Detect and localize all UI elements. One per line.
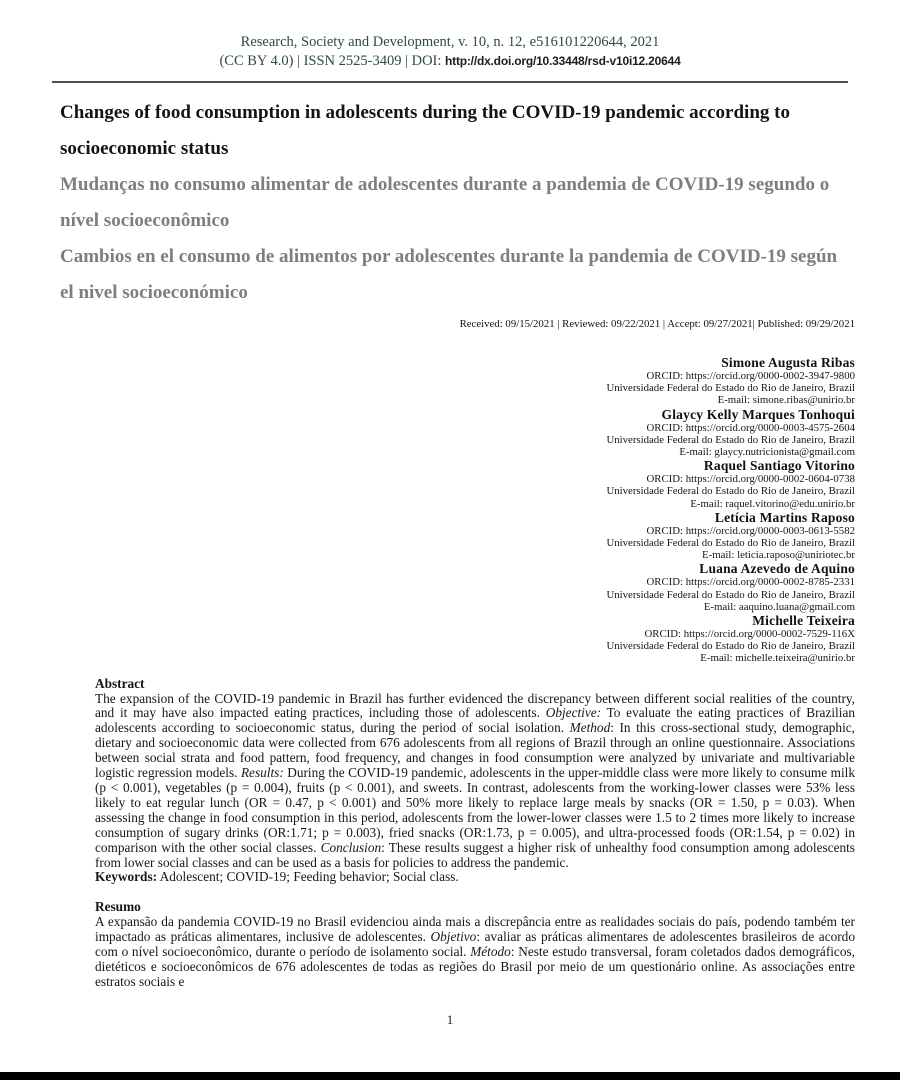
title-block — [60, 95, 852, 311]
author-name: Michelle Teixeira — [752, 613, 855, 629]
cc-issn-doi-label: (CC BY 4.0) | ISSN 2525-3409 | DOI: — [219, 53, 446, 69]
article-title-en: Changes of food consumption in adolescents during the COVID-19 pandemic according to socioeconomic status — [60, 102, 790, 159]
dates-line: Received: 09/15/2021 | Reviewed: 09/22/2021 | Accept: 09/27/2021| Published: 09/29/2021 — [459, 318, 855, 330]
abstract-section — [95, 677, 855, 886]
journal-header-line2 — [0, 52, 900, 71]
author-affiliation: Universidade Federal do Estado do Rio de Janeiro, Brazil — [606, 382, 855, 395]
author-email-link[interactable]: E-mail: raquel.vitorino@edu.unirio.br — [690, 497, 855, 510]
author-affiliation: Universidade Federal do Estado do Rio de Janeiro, Brazil — [606, 485, 855, 498]
resumo-section — [95, 900, 855, 989]
resumo-text: A expansão da pandemia COVID-19 no Brasil evidenciou ainda mais a discrepância entre as realidades sociais do país, podendo também ter impactado as práticas alimentares, inclusive de adolescentes. Objetivo: avaliar as práticas alimentares de adolescentes brasileiros de acordo com o nível socioeconômico, durante o período de isolamento social. Método: Neste estudo transversal, foram coletados dados demográficos, dietéticos e socioeconômicos de 676 adolescentes de todas as regiões do Brasil por meio de um questionário online. As associações entre estratos sociais e — [95, 914, 855, 989]
keywords-text: Adolescent; COVID-19; Feeding behavior; Social class. — [157, 869, 459, 885]
page-number: 1 — [446, 1012, 454, 1027]
author-block — [0, 355, 855, 407]
resumo-heading: Resumo — [95, 899, 141, 915]
author-email-link[interactable]: E-mail: leticia.raposo@uniriotec.br — [702, 549, 855, 562]
author-name: Letícia Martins Raposo — [714, 509, 855, 525]
author-affiliation: Universidade Federal do Estado do Rio de Janeiro, Brazil — [606, 433, 855, 446]
author-orcid-link[interactable]: ORCID: https://orcid.org/0000-0002-8785-2331 — [646, 576, 855, 589]
article-title-es: Cambios en el consumo de alimentos por adolescentes durante la pandemia de COVID-19 según el nivel socioeconómico — [60, 246, 838, 303]
footer-black-bar — [0, 1072, 900, 1080]
author-affiliation: Universidade Federal do Estado do Rio de Janeiro, Brazil — [606, 537, 855, 550]
author-name: Simone Augusta Ribas — [721, 355, 855, 370]
author-block — [0, 510, 855, 562]
author-list — [0, 355, 855, 665]
article-title-pt: Mudanças no consumo alimentar de adolescentes durante a pandemia de COVID-19 segundo o nível socioeconômico — [60, 174, 830, 231]
author-affiliation: Universidade Federal do Estado do Rio de Janeiro, Brazil — [606, 640, 855, 653]
author-name: Glaycy Kelly Marques Tonhoqui — [661, 406, 855, 422]
abstract-text: The expansion of the COVID-19 pandemic in Brazil has further evidenced the discrepancy between different social realities of the country, and it may have also impacted eating practices, including those of adolescents. Objective: To evaluate the eating practices of Brazilian adolescents according to socioeconomic status, during the period of social isolation. Method: In this cross-sectional study, demographic, dietary and socioeconomic data were collected from 676 adolescents from all regions of Brazil through an online questionnaire. Associations between social strata and food pattern, food frequency, and changes in food consumption were analyzed by univariate and multivariable logistic regression models. Results: During the COVID-19 pandemic, adolescents in the upper-middle class were more likely to consume milk (p < 0.001), vegetables (p = 0.004), fruits (p < 0.001), and sweets. In contrast, adolescents from the working-lower classes were 53% less likely to eat regular lunch (OR = 0.47, p < 0.001) and 50% more likely to replace large meals by snacks (OR = 1.50, p = 0.03). When assessing the change in food consumption in this period, adolescents from the lower-lower classes were 1.5 to 2 times more likely to increase consumption of sugary drinks (OR:1.71; p = 0.003), fried snacks (OR:1.73, p = 0.005), and ultra-processed foods (OR:1.54, p = 0.02) in comparison with the other social classes. Conclusion: These results suggest a higher risk of unhealthy food consumption among adolescents from lower social classes and can be used as a basis for policies to address the pandemic. — [95, 690, 856, 870]
doi-link[interactable]: http://dx.doi.org/10.33448/rsd-v10i12.20644 — [445, 54, 681, 68]
author-name: Raquel Santiago Vitorino — [703, 458, 855, 474]
journal-header-line1: Research, Society and Development, v. 10, n. 12, e516101220644, 2021 — [240, 34, 660, 50]
author-email-link[interactable]: E-mail: michelle.teixeira@unirio.br — [700, 652, 855, 665]
header-divider — [52, 81, 848, 83]
keywords-label: Keywords: — [95, 869, 158, 885]
author-affiliation: Universidade Federal do Estado do Rio de Janeiro, Brazil — [606, 588, 855, 601]
author-email-link[interactable]: E-mail: simone.ribas@unirio.br — [717, 394, 855, 407]
author-block — [0, 613, 855, 665]
author-block — [0, 561, 855, 613]
author-email-link[interactable]: E-mail: glaycy.nutricionista@gmail.com — [679, 446, 855, 459]
author-block — [0, 407, 855, 459]
keywords-line — [95, 870, 855, 885]
author-name: Luana Azevedo de Aquino — [699, 561, 855, 577]
author-email-link[interactable]: E-mail: aaquino.luana@gmail.com — [703, 600, 855, 613]
author-orcid-link[interactable]: ORCID: https://orcid.org/0000-0002-7529-116X — [644, 628, 855, 641]
author-orcid-link[interactable]: ORCID: https://orcid.org/0000-0003-4575-2604 — [646, 421, 855, 434]
author-orcid-link[interactable]: ORCID: https://orcid.org/0000-0003-0613-5582 — [646, 524, 855, 537]
author-orcid-link[interactable]: ORCID: https://orcid.org/0000-0002-0604-0738 — [646, 473, 855, 486]
journal-header — [0, 0, 900, 71]
author-orcid-link[interactable]: ORCID: https://orcid.org/0000-0002-3947-9800 — [646, 370, 855, 382]
abstract-heading: Abstract — [95, 675, 145, 691]
author-block — [0, 458, 855, 510]
